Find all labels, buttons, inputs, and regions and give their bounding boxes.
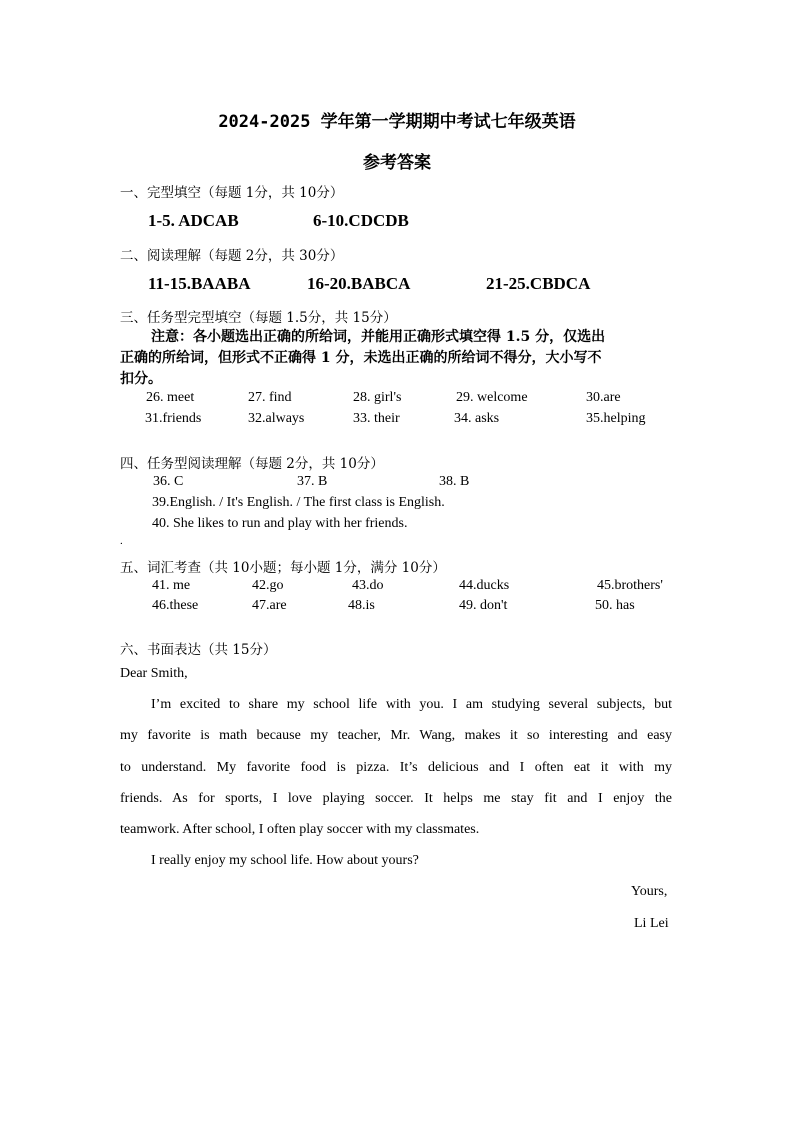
section-4-heading: 四、任务型阅读理解（每题 2分，共 10分）	[120, 456, 384, 472]
answer-28: 28. girl's	[353, 390, 402, 405]
answer-29: 29. welcome	[456, 390, 528, 405]
section-2-answer-2: 16-20.BABCA	[307, 274, 411, 293]
section-6-heading: 六、书面表达（共 15分）	[120, 642, 277, 658]
answer-47: 47.are	[252, 598, 287, 613]
section-2-heading: 二、阅读理解（每题 2分，共 30分）	[120, 248, 344, 264]
letter-line-1: I’m excited to share my school life with you. I am studying several subjects, but	[151, 697, 672, 712]
answer-38: 38. B	[439, 474, 470, 489]
answer-34: 34. asks	[454, 411, 500, 426]
answer-30: 30.are	[586, 390, 621, 405]
letter-line-3: to understand. My favorite food is pizza. It’s delicious and I often eat it with my	[120, 760, 672, 775]
letter-greeting: Dear Smith,	[120, 666, 188, 681]
letter-signature: Li Lei	[634, 916, 669, 931]
answer-36: 36. C	[153, 474, 184, 489]
letter-line-5: teamwork. After school, I often play soccer with my classmates.	[120, 822, 480, 837]
answer-32: 32.always	[248, 411, 305, 426]
stray-dot: .	[120, 535, 123, 547]
answer-31: 31.friends	[145, 411, 202, 426]
section-2-answer-1: 11-15.BAABA	[148, 274, 251, 293]
answer-41: 41. me	[152, 578, 191, 593]
letter-closing-paragraph: I really enjoy my school life. How about yours?	[151, 853, 419, 868]
letter-line-2: my favorite is math because my teacher, Mr. Wang, makes it so interesting and easy	[120, 728, 672, 743]
answer-33: 33. their	[353, 411, 400, 426]
answer-46: 46.these	[152, 598, 199, 613]
section-3-note-line-3: 扣分。	[120, 371, 162, 387]
section-3-heading: 三、任务型完型填空（每题 1.5分，共 15分）	[120, 310, 397, 326]
answer-39: 39.English. / It's English. / The first class is English.	[152, 495, 445, 510]
page-subtitle: 参考答案	[363, 153, 431, 173]
answer-35: 35.helping	[586, 411, 646, 426]
section-5-heading: 五、词汇考查（共 10小题；每小题 1分，满分 10分）	[120, 560, 446, 576]
answer-43: 43.do	[352, 578, 384, 593]
answer-40: 40. She likes to run and play with her friends.	[152, 516, 408, 531]
section-3-note-line-2: 正确的所给词，但形式不正确得 1 分，未选出正确的所给词不得分，大小写不	[120, 350, 602, 366]
section-2-answer-3: 21-25.CBDCA	[486, 274, 591, 293]
page-title: 2024-2025 学年第一学期期中考试七年级英语	[218, 112, 576, 132]
answer-50: 50. has	[595, 598, 635, 613]
letter-signoff: Yours,	[631, 884, 668, 899]
section-1-heading: 一、完型填空（每题 1分，共 10分）	[120, 185, 344, 201]
letter-line-4: friends. As for sports, I love playing soccer. It helps me stay fit and I enjoy the	[120, 791, 672, 806]
section-1-answer-2: 6-10.CDCDB	[313, 211, 409, 230]
answer-48: 48.is	[348, 598, 375, 613]
answer-45: 45.brothers'	[597, 578, 663, 593]
answer-26: 26. meet	[146, 390, 195, 405]
answer-44: 44.ducks	[459, 578, 510, 593]
answer-42: 42.go	[252, 578, 284, 593]
answer-49: 49. don't	[459, 598, 508, 613]
section-3-note-line-1: 注意：各小题选出正确的所给词，并能用正确形式填空得 1.5 分，仅选出	[151, 329, 606, 345]
answer-27: 27. find	[248, 390, 292, 405]
answer-37: 37. B	[297, 474, 328, 489]
section-1-answer-1: 1-5. ADCAB	[148, 211, 239, 230]
